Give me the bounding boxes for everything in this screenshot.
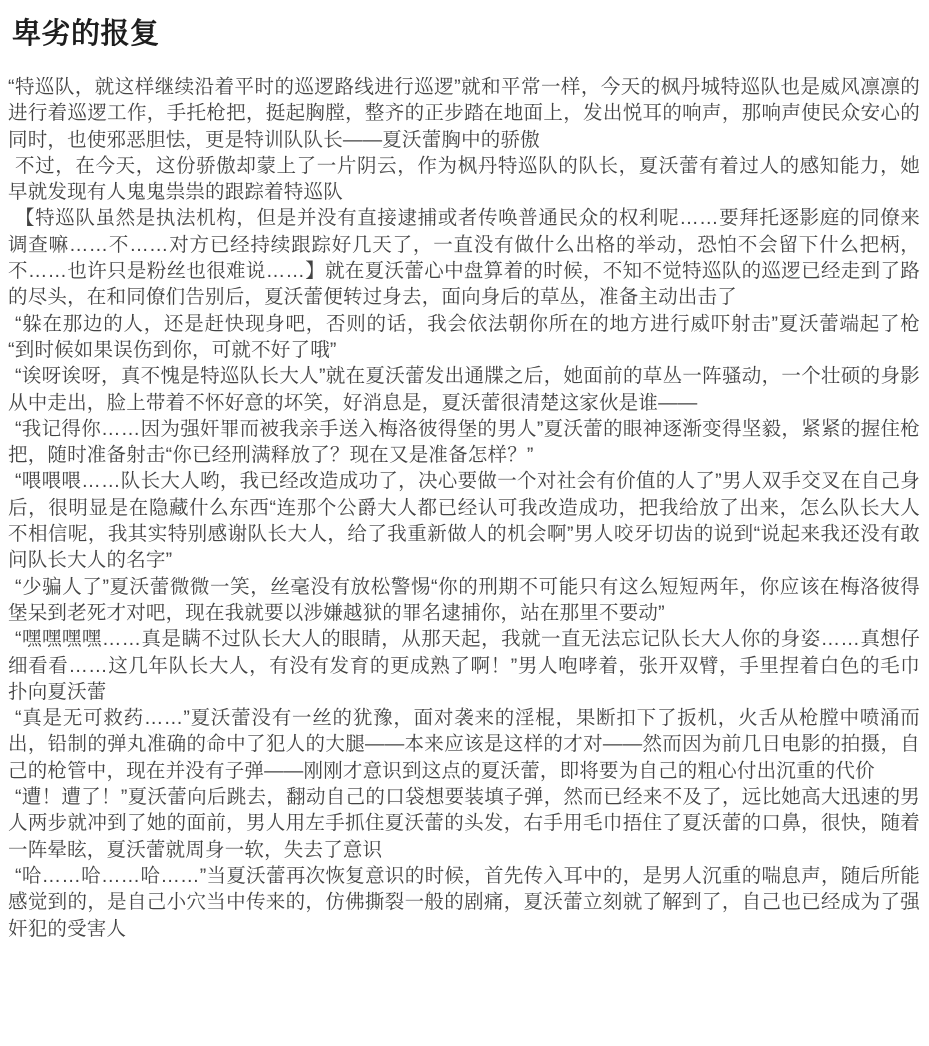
paragraph-9: “嘿嘿嘿嘿……真是瞒不过队长大人的眼睛，从那天起，我就一直无法忘记队长大人你的身姿……真想仔细看看……这几年队长大人，有没有发育的更成熟了啊！”男人咆哮着，张开双臂，手里捏着白色的毛巾扑向夏沃蕾	[8, 628, 920, 703]
article-body	[8, 74, 920, 942]
paragraph-1: “特巡队，就这样继续沿着平时的巡逻路线进行巡逻”就和平常一样，今天的枫丹城特巡队也是威风凛凛的进行着巡逻工作，手托枪把，挺起胸膛，整齐的正步踏在地面上，发出悦耳的响声，那响声使民众安心的同时，也使邪恶胆怯，更是特训队队长——夏沃蕾胸中的骄傲	[8, 76, 920, 151]
paragraph-8: “少骗人了”夏沃蕾微微一笑，丝毫没有放松警惕“你的刑期不可能只有这么短短两年，你应该在梅洛彼得堡呆到老死才对吧，现在我就要以涉嫌越狱的罪名逮捕你，站在那里不要动”	[8, 575, 920, 624]
page-title: 卑劣的报复	[12, 18, 160, 50]
paragraph-6: “我记得你……因为强奸罪而被我亲手送入梅洛彼得堡的男人”夏沃蕾的眼神逐渐变得坚毅，紧紧的握住枪把，随时准备射击“你已经刑满释放了？现在又是准备怎样？”	[8, 417, 920, 467]
paragraph-10: “真是无可救药……”夏沃蕾没有一丝的犹豫，面对袭来的淫棍，果断扣下了扳机，火舌从枪膛中喷涌而出，铅制的弹丸准确的命中了犯人的大腿——本来应该是这样的才对——然而因为前几日电影的拍摄，自己的枪管中，现在并没有子弹——刚刚才意识到这点的夏沃蕾，即将要为自己的粗心付出沉重的代价	[8, 707, 920, 782]
paragraph-2: 不过，在今天，这份骄傲却蒙上了一片阴云，作为枫丹特巡队的队长，夏沃蕾有着过人的感知能力，她早就发现有人鬼鬼祟祟的跟踪着特巡队	[8, 154, 920, 204]
paragraph-5: “诶呀诶呀，真不愧是特巡队长大人”就在夏沃蕾发出通牒之后，她面前的草丛一阵骚动，一个壮硕的身影从中走出，脸上带着不怀好意的坏笑，好消息是，夏沃蕾很清楚这家伙是谁——	[8, 365, 920, 414]
paragraph-3: 【特巡队虽然是执法机构，但是并没有直接逮捕或者传唤普通民众的权利呢……要拜托逐影庭的同僚来调查嘛……不……对方已经持续跟踪好几天了，一直没有做什么出格的举动，恐怕不会留下什么把柄，不……也许只是粉丝也很难说……】就在夏沃蕾心中盘算着的时候，不知不觉特巡队的巡逻已经走到了路的尽头，在和同僚们告别后，夏沃蕾便转过身去，面向身后的草丛，准备主动出击了	[8, 207, 920, 309]
paragraph-11: “遭！遭了！”夏沃蕾向后跳去，翻动自己的口袋想要装填子弹，然而已经来不及了，远比她高大迅速的男人两步就冲到了她的面前，男人用左手抓住夏沃蕾的头发，右手用毛巾捂住了夏沃蕾的口鼻，很快，随着一阵晕眩，夏沃蕾就周身一软，失去了意识	[8, 786, 920, 861]
paragraph-12: “哈……哈……哈……”当夏沃蕾再次恢复意识的时候，首先传入耳中的，是男人沉重的喘息声，随后所能感觉到的，是自己小穴当中传来的，仿佛撕裂一般的剧痛，夏沃蕾立刻就了解到了，自己也已经成为了强奸犯的受害人	[8, 864, 920, 940]
paragraph-4: “躲在那边的人，还是赶快现身吧，否则的话，我会依法朝你所在的地方进行威吓射击”夏沃蕾端起了枪“到时候如果误伤到你，可就不好了哦”	[8, 312, 920, 361]
paragraph-7: “喂喂喂……队长大人哟，我已经改造成功了，决心要做一个对社会有价值的人了”男人双手交叉在自己身后，很明显是在隐藏什么东西“连那个公爵大人都已经认可我改造成功，把我给放了出来，怎么队长大人不相信呢，我其实特别感谢队长大人，给了我重新做人的机会啊”男人咬牙切齿的说到“说起来我还没有敢问队长大人的名字”	[8, 470, 920, 572]
